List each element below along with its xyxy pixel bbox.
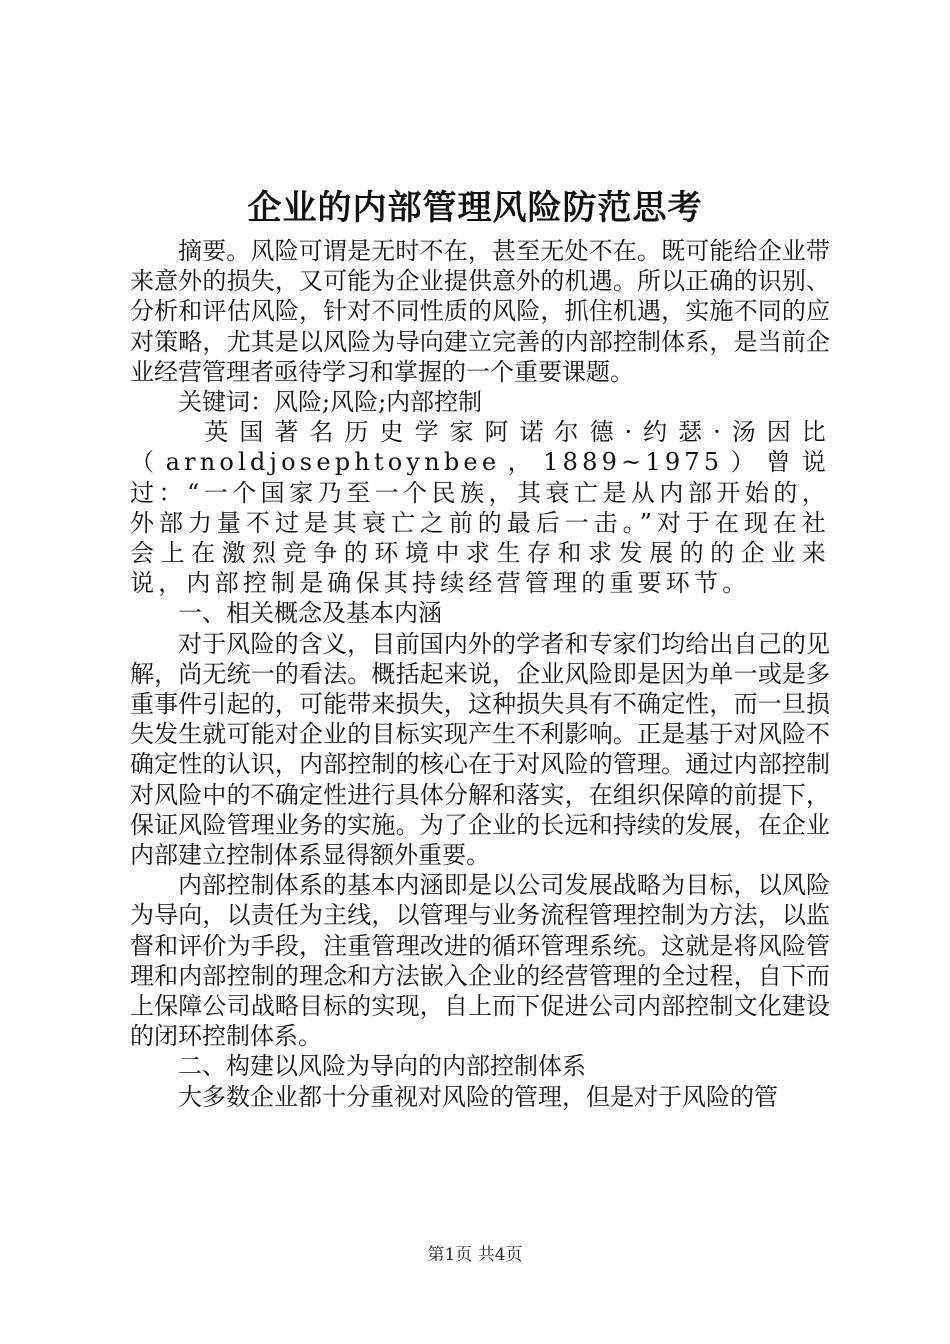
- body-paragraph-risk-definition: 对于风险的含义，目前国内外的学者和专家们均给出自己的见解，尚无统一的看法。概括起来说，企业风险即是因为单一或是多重事件引起的，可能带来损失，这种损失具有不确定性，而一旦损失发生就可能对企业的目标实现产生不利影响。正是基于对风险不确定性的认识，内部控制的核心在于对风险的管理。通过内部控制对风险中的不确定性进行具体分解和落实，在组织保障的前提下，保证风险管理业务的实施。为了企业的长远和持续的发展，在企业内部建立控制体系显得额外重要。: [130, 629, 830, 870]
- document-body: [130, 236, 830, 1112]
- document-title: 企业的内部管理风险防范思考: [247, 188, 703, 228]
- body-paragraph-risk-management: 大多数企业都十分重视对风险的管理，但是对于风险的管: [178, 1082, 778, 1111]
- body-paragraph-internal-control: 内部控制体系的基本内涵即是以公司发展战略为目标，以风险为导向，以责任为主线，以管理与业务流程管理控制为方法，以监督和评价为手段，注重管理改进的循环管理系统。这就是将风险管理和内部控制的理念和方法嵌入企业的经营管理的全过程，自下而上保障公司战略目标的实现，自上而下促进公司内部控制文化建设的闭环控制体系。: [130, 871, 830, 1051]
- section-heading-2: 二、构建以风险为导向的内部控制体系: [178, 1052, 586, 1081]
- abstract-paragraph: 摘要。风险可谓是无时不在，甚至无处不在。既可能给企业带来意外的损失，又可能为企业提供意外的机遇。所以正确的识别、分析和评估风险，针对不同性质的风险，抓住机遇，实施不同的应对策略，尤其是以风险为导向建立完善的内部控制体系，是当前企业经营管理者亟待学习和掌握的一个重要课题。: [130, 237, 830, 386]
- section-heading-1: 一、相关概念及基本内涵: [178, 599, 442, 628]
- quote-paragraph: 英国著名历史学家阿诺尔德·约瑟·汤因比（arnoldjosephtoynbee，1889~1975）曾说过：“一个国家乃至一个民族，其衰亡是从内部开始的，外部力量不过是其衰亡之前的最后一击。”对于在现在社会上在激烈竞争的环境中求生存和求发展的的企业来说，内部控制是确保其持续经营管理的重要环节。: [130, 418, 830, 598]
- page-footer: 第1页 共4页: [427, 1245, 523, 1265]
- keywords-paragraph: 关键词：风险;风险;内部控制: [178, 388, 483, 417]
